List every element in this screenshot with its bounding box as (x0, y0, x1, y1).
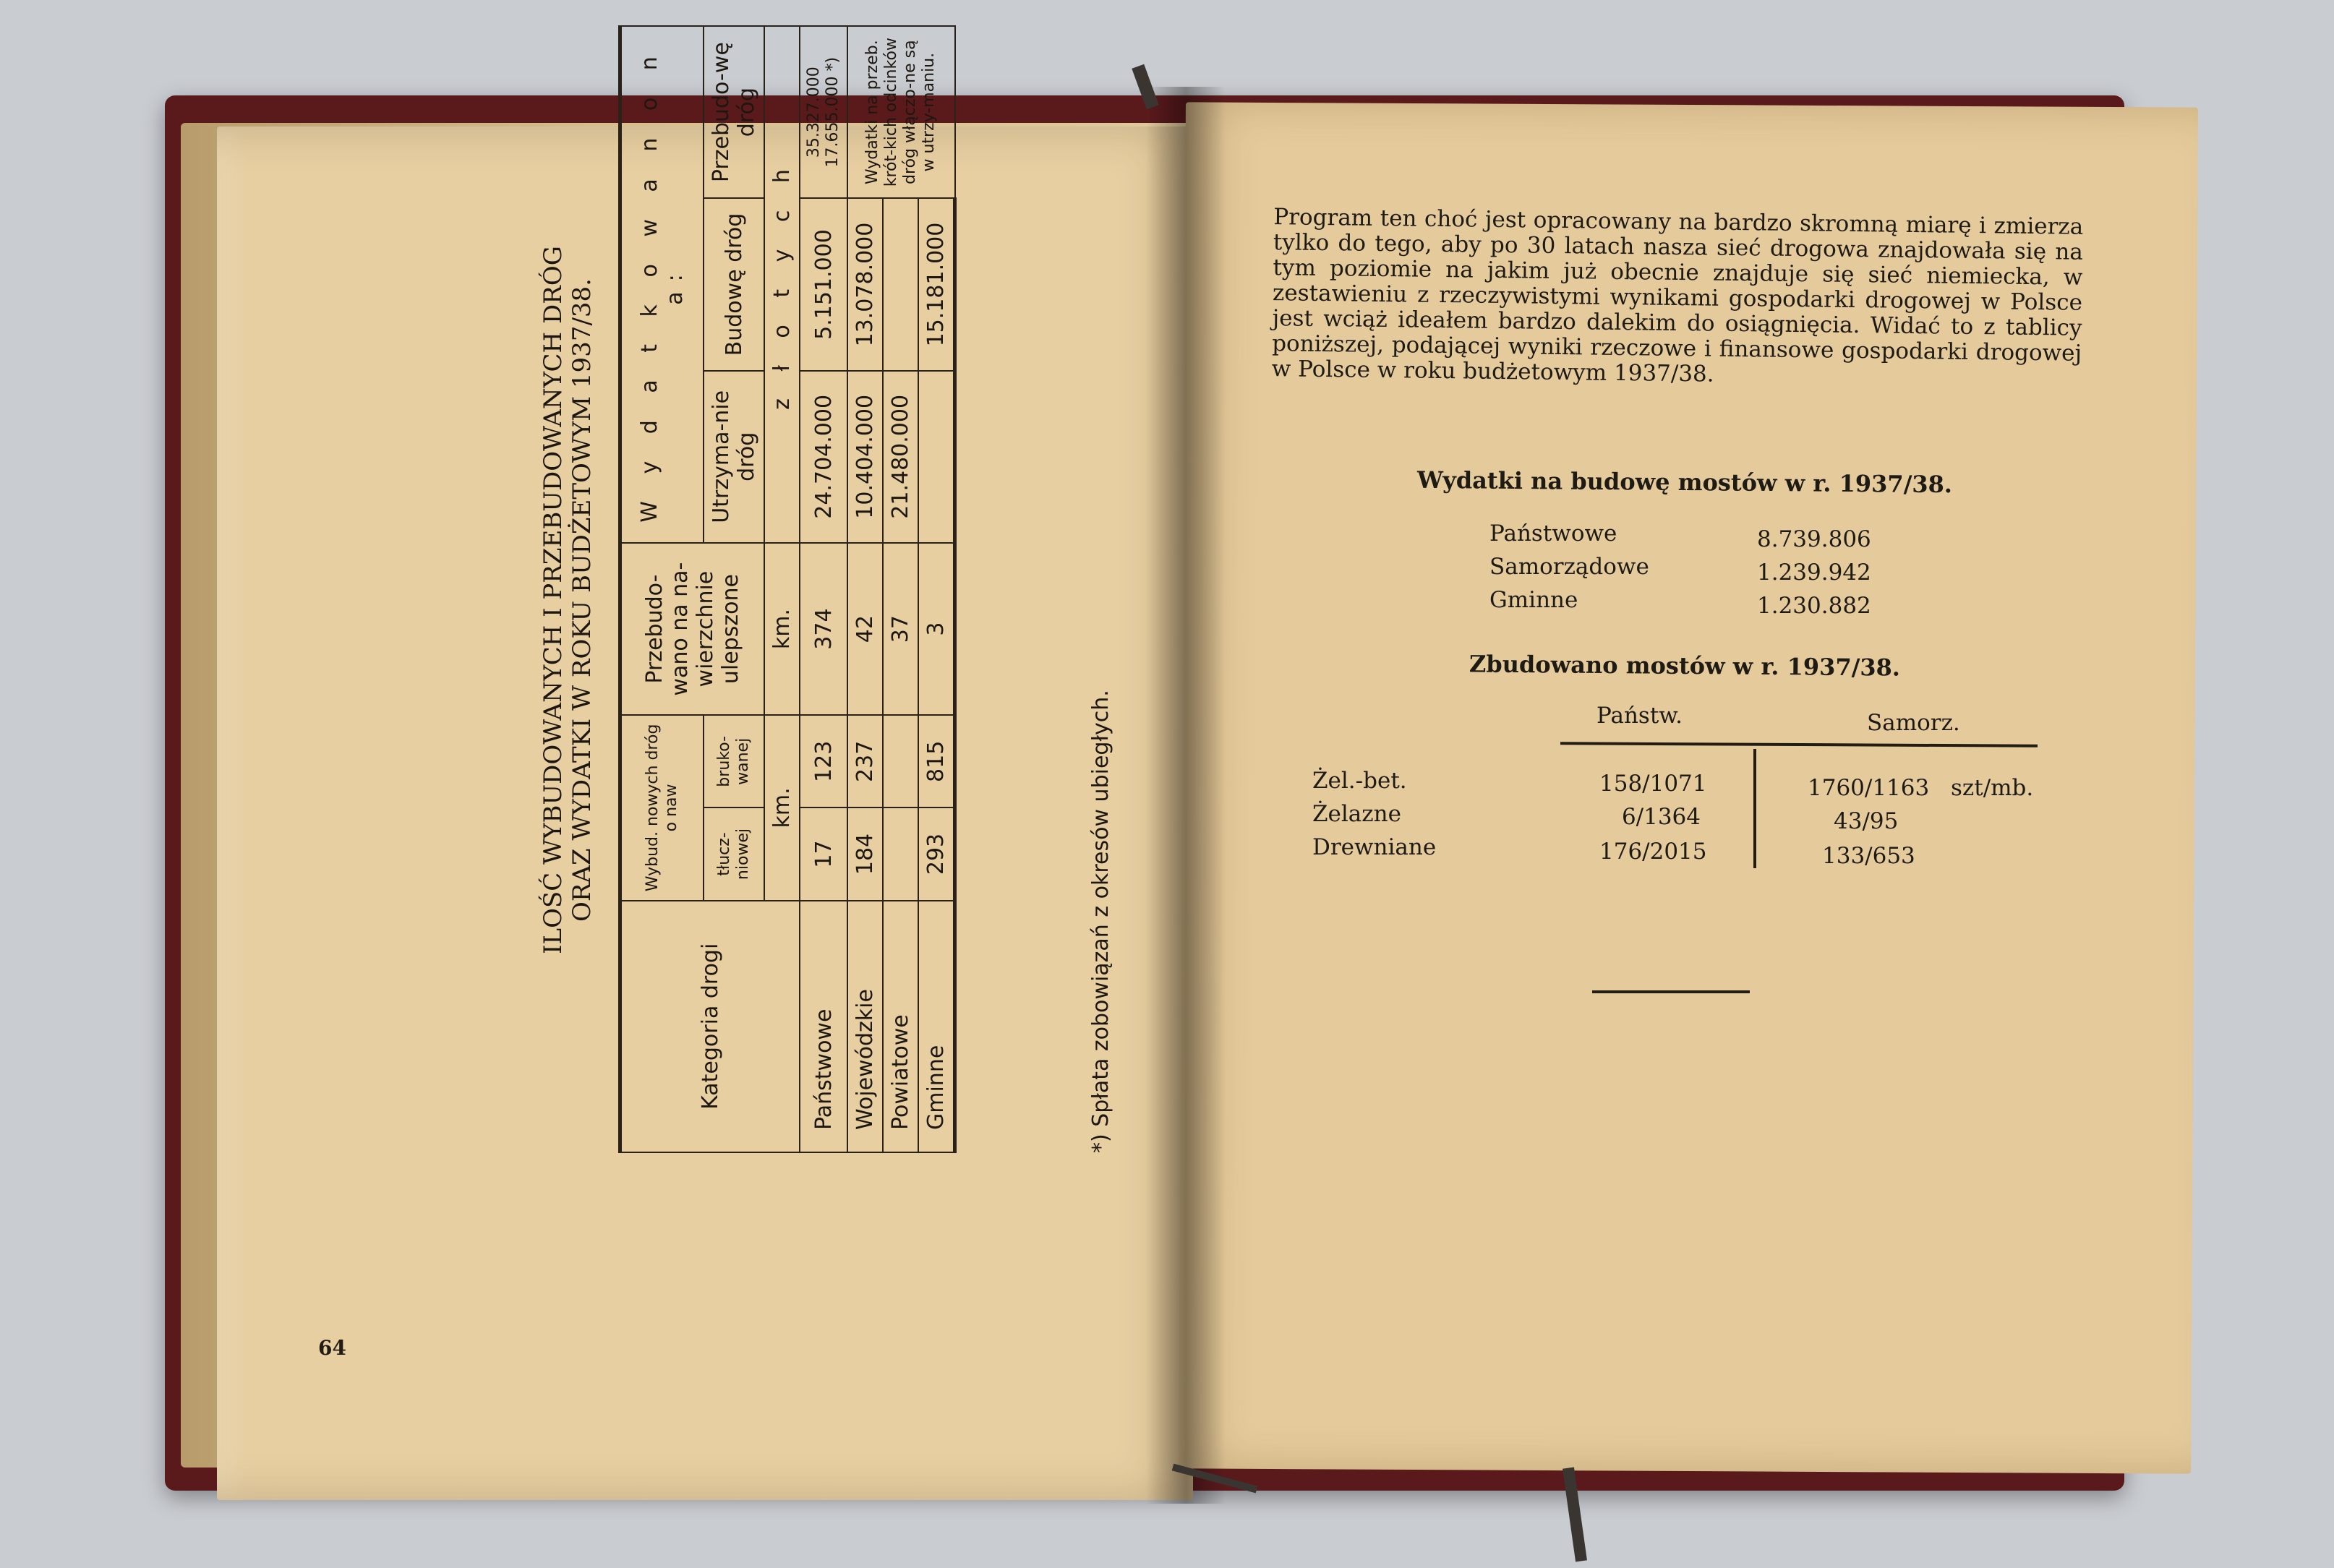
bridge-label: Żel.-bet. (1312, 768, 1407, 794)
table-row (847, 26, 883, 1152)
row-przebudowe: 35.327.000 17.655.000 *) (800, 26, 847, 198)
bridge-samorz: 133/653 (1822, 843, 1915, 869)
col-panstw: Państw. (1596, 703, 1683, 729)
expense-label: Samorządowe (1489, 554, 1649, 580)
row-przebud: 3 (918, 543, 955, 715)
table-footnote: *) Spłata zobowiązań z okresów ubiegłych. (1088, 690, 1113, 1153)
row-tluczniowej: 293 (918, 807, 955, 900)
expense-value: 8.739.806 (1757, 526, 1871, 552)
bridge-panstw: 6/1364 (1621, 804, 1701, 830)
expense-value: 1.230.882 (1757, 593, 1871, 619)
table-title (539, 4, 597, 1196)
row-budowe: 5.151.000 (800, 198, 847, 370)
row-budowe (883, 198, 918, 370)
row-utrzymanie: 10.404.000 (847, 371, 883, 543)
table-title-line-2: ORAZ WYDATKI W ROKU BUDŻETOWYM 1937/38. (568, 278, 597, 922)
row-tluczniowej (883, 807, 918, 900)
col-samorz: Samorz. (1867, 710, 1960, 736)
unit-zlotych: z ł o t y c h (764, 26, 800, 543)
header-utrzymanie: Utrzyma-nie dróg (704, 371, 764, 543)
roads-table (618, 25, 957, 1153)
row-utrzymanie: 24.704.000 (800, 371, 847, 543)
row-kategoria: Wojewódzkie (847, 901, 883, 1152)
bridge-panstw: 176/2015 (1599, 839, 1707, 865)
body-paragraph: Program ten choć jest opracowany na bardzo skromną miarę i zmierza tylko do tego, aby po 30 latach nasza sieć drogowa znajdowała się na tym poziomie na jakim już obecnie znajduje się sieć niemiecka, w zestawieniu z rzeczywistymi wynikami gospodarki drogowej w Polsce jest wciąż ideałem bardzo dalekim do osiągnięcia. Widać to z tablicy poniższej, podającej wyniki rzeczowe i finansowe gospodarki drogowej w Polsce w roku budżetowym 1937/38. (1271, 204, 2084, 387)
bridge-panstw: 158/1071 (1599, 771, 1707, 797)
row-tluczniowej: 17 (800, 807, 847, 900)
header-przebud: Przebudo-wano na na-wierzchnie ulepszone (620, 543, 765, 715)
row-brukowanej (883, 715, 918, 807)
row-przebud: 374 (800, 543, 847, 715)
header-brukowanej: bruko-wanej (704, 715, 764, 807)
spine-gutter (1146, 87, 1226, 1504)
bridge-samorz: 1760/1163 (1808, 775, 1930, 801)
row-brukowanej: 123 (800, 715, 847, 807)
row-brukowanej: 815 (918, 715, 955, 807)
row-kategoria: Państwowe (800, 901, 847, 1152)
row-przebud: 37 (883, 543, 918, 715)
header-kategoria: Kategoria drogi (620, 901, 800, 1152)
bridge-label: Żelazne (1312, 801, 1401, 827)
page-number: 64 (318, 1336, 346, 1360)
row-kategoria: Powiatowe (883, 901, 918, 1152)
table-row (800, 26, 847, 1152)
expense-label: Państwowe (1489, 520, 1617, 547)
header-wybud: Wybud. nowych dróg o naw (620, 715, 704, 900)
unit-km-1: km. (764, 715, 800, 900)
heading-zbudowano: Zbudowano mostów w r. 1937/38. (1469, 650, 1901, 682)
row-utrzymanie (918, 371, 955, 543)
unit-km-2: km. (764, 543, 800, 715)
header-tluczniowej: tłucz-niowej (704, 807, 764, 900)
row-przebudowe: Wydatki na przeb. krót-kich odcinków dróg włączo-ne są w utrzy-maniu. (847, 26, 955, 198)
header-wydatkowano: W y d a t k o w a n o n a: (620, 26, 704, 543)
header-budowe: Budowę dróg (704, 198, 764, 370)
expense-label: Gminne (1489, 587, 1578, 613)
rotated-table-block (539, 4, 1153, 1196)
row-budowe: 13.078.000 (847, 198, 883, 370)
header-przebudowe: Przebudo-wę dróg (704, 26, 764, 198)
table-title-line-1: ILOŚĆ WYBUDOWANYCH I PRZEBUDOWANYCH DRÓG (539, 246, 568, 954)
end-rule (1592, 990, 1750, 993)
unit-label: szt/mb. (1951, 775, 2034, 801)
row-przebud: 42 (847, 543, 883, 715)
heading-wydatki: Wydatki na budowę mostów w r. 1937/38. (1416, 466, 1953, 499)
row-budowe: 15.181.000 (918, 198, 955, 370)
column-divider (1753, 749, 1756, 868)
bridge-label: Drewniane (1312, 834, 1437, 860)
bridge-samorz: 43/95 (1834, 808, 1899, 834)
expense-value: 1.239.942 (1757, 560, 1871, 586)
row-kategoria: Gminne (918, 901, 955, 1152)
row-brukowanej: 237 (847, 715, 883, 807)
row-tluczniowej: 184 (847, 807, 883, 900)
row-utrzymanie: 21.480.000 (883, 371, 918, 543)
